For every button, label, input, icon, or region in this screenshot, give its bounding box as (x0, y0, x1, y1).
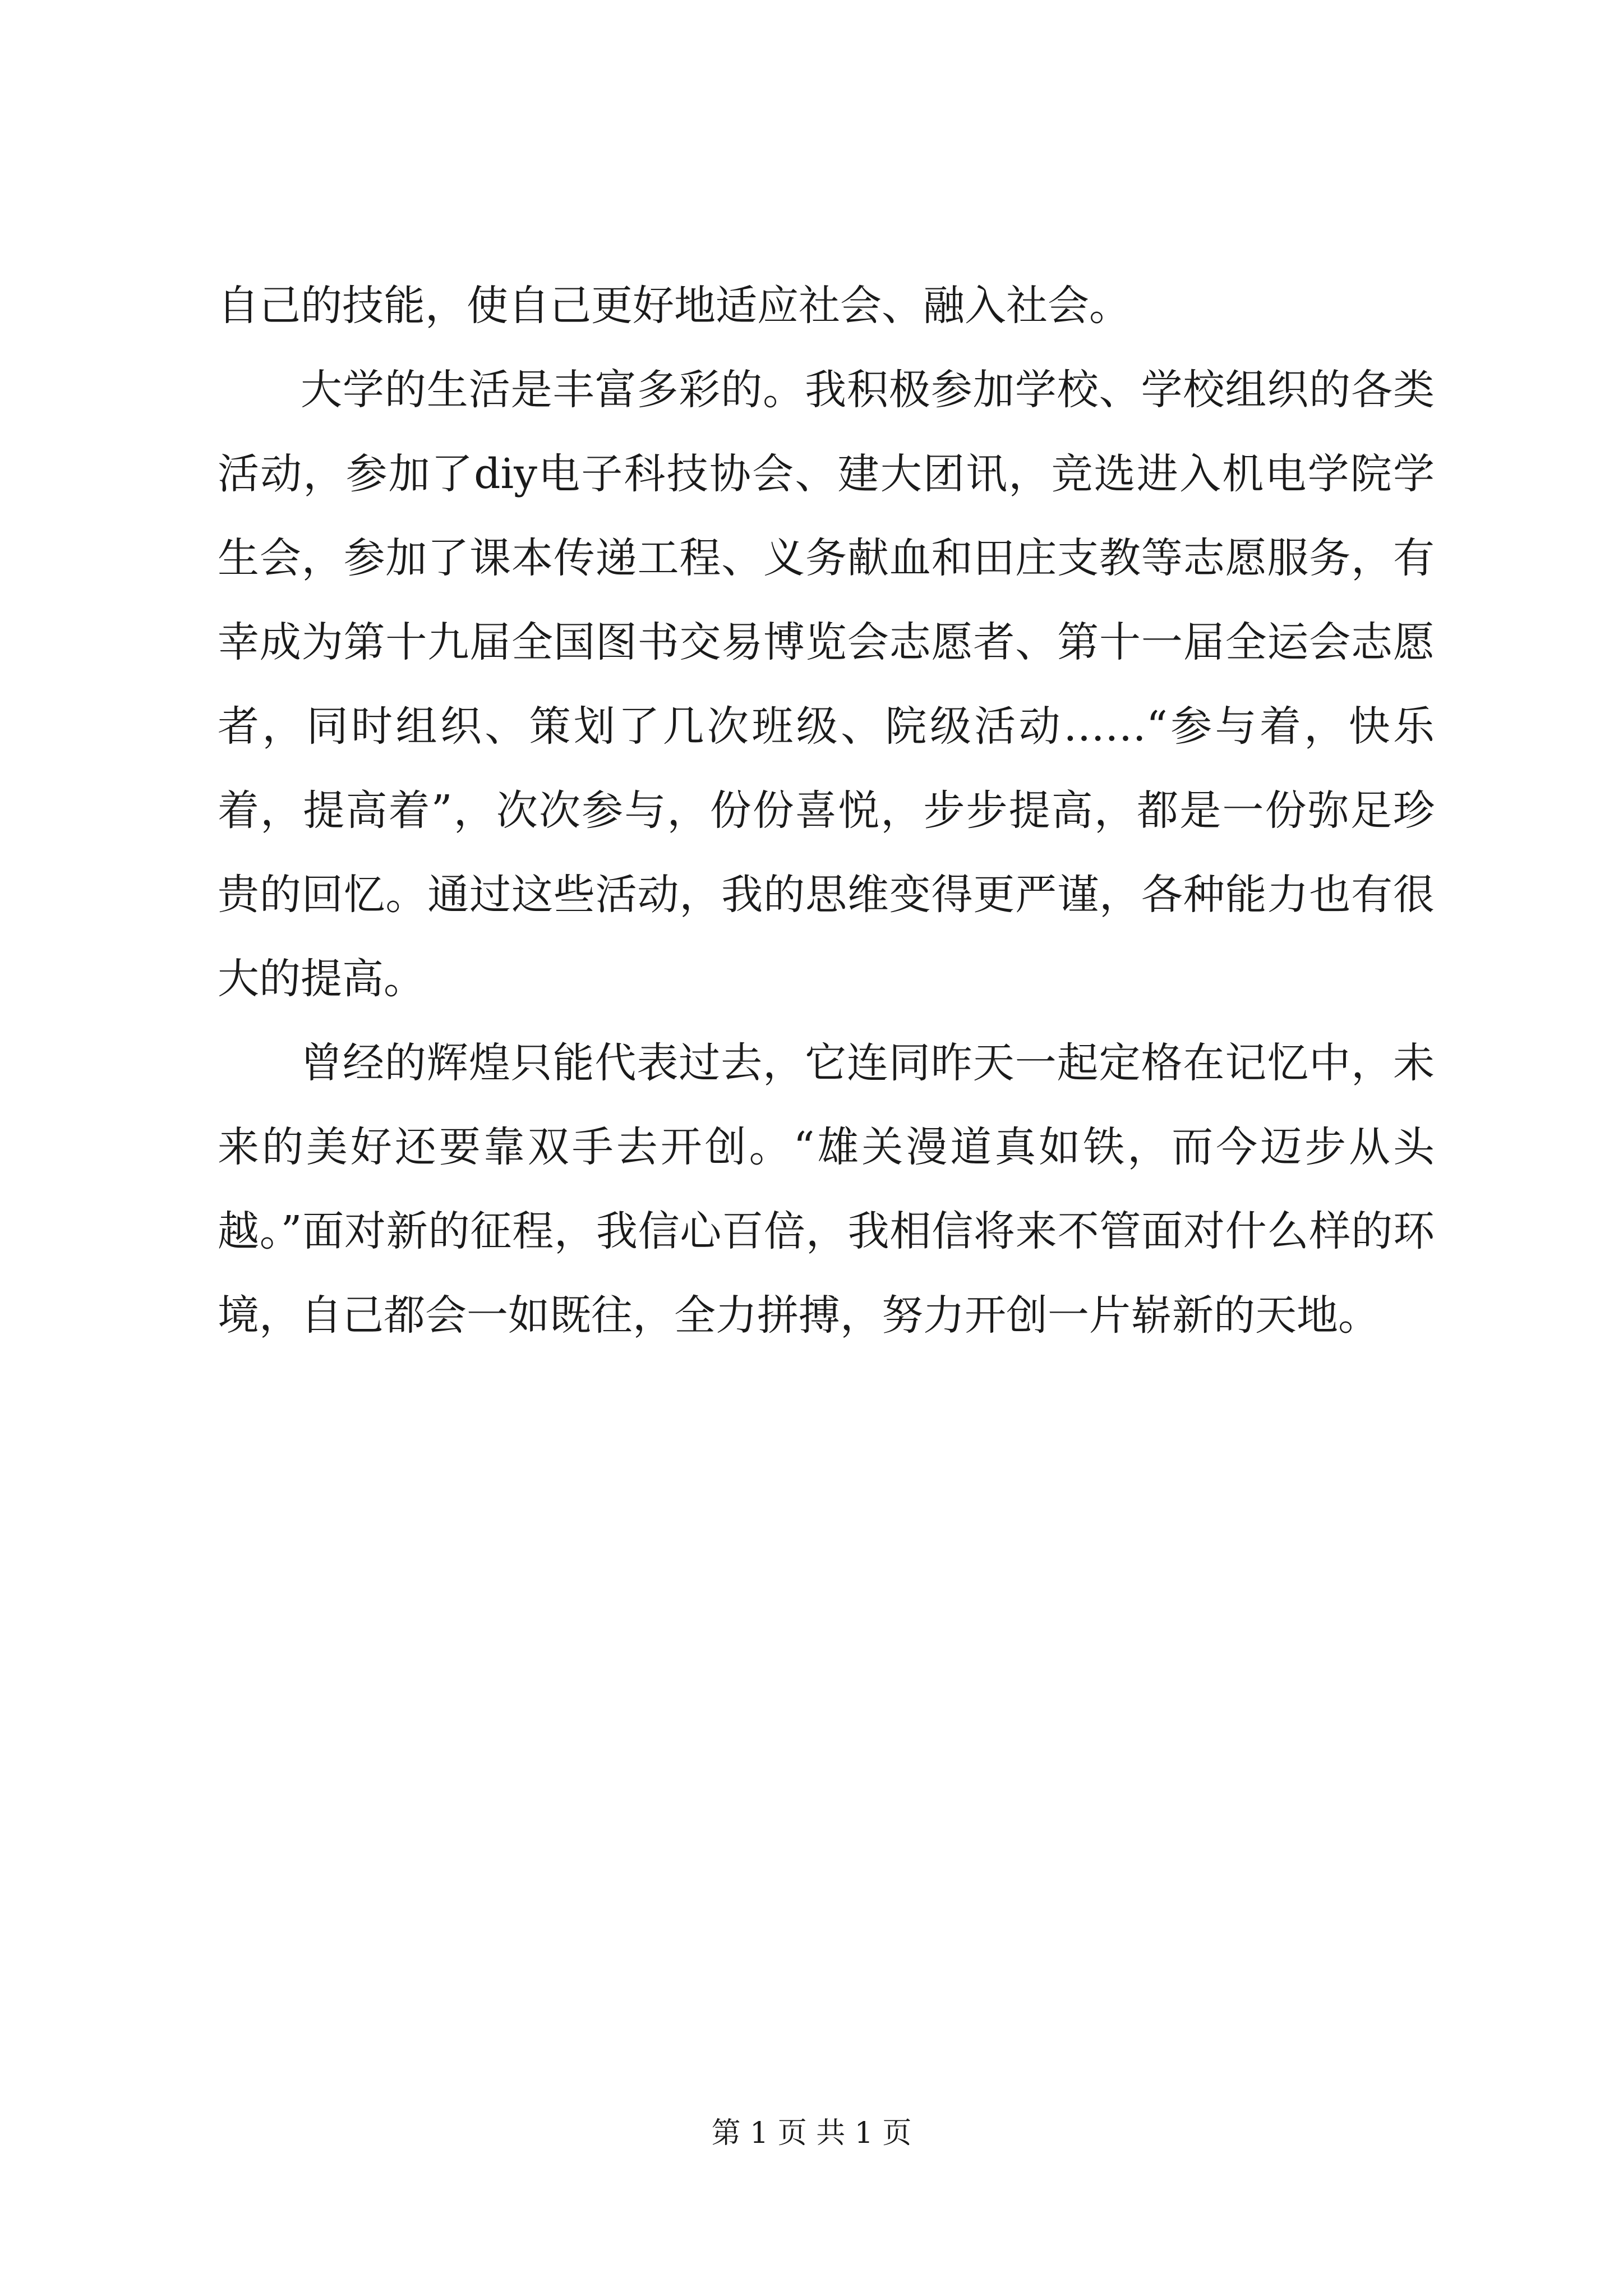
document-body (218, 264, 1435, 1358)
page-footer: 第 1 页 共 1 页 (711, 2116, 912, 2150)
paragraph-future: 曾经的辉煌只能代表过去，它连同昨天一起定格在记忆中，未来的美好还要靠双手去开创。“雄关漫道真如铁，而今迈步从头越。”面对新的征程，我信心百倍，我相信将来不管面对什么样的环境，自己都会一如既往，全力拼搏，努力开创一片崭新的天地。 (218, 1039, 1435, 1340)
paragraph-college-life: 大学的生活是丰富多彩的。我积极参加学校、学校组织的各类活动，参加了diy电子科技协会、建大团讯，竞选进入机电学院学生会，参加了课本传递工程、义务献血和田庄支教等志愿服务，有幸成为第十九届全国图书交易博览会志愿者、第十一届全运会志愿者，同时组织、策划了几次班级、院级活动……“参与着，快乐着，提高着”，次次参与，份份喜悦，步步提高，都是一份弥足珍贵的回忆。通过这些活动，我的思维变得更严谨，各种能力也有很大的提高。 (218, 366, 1435, 1003)
paragraph-continuation: 自己的技能，使自己更好地适应社会、融入社会。 (218, 282, 1131, 330)
